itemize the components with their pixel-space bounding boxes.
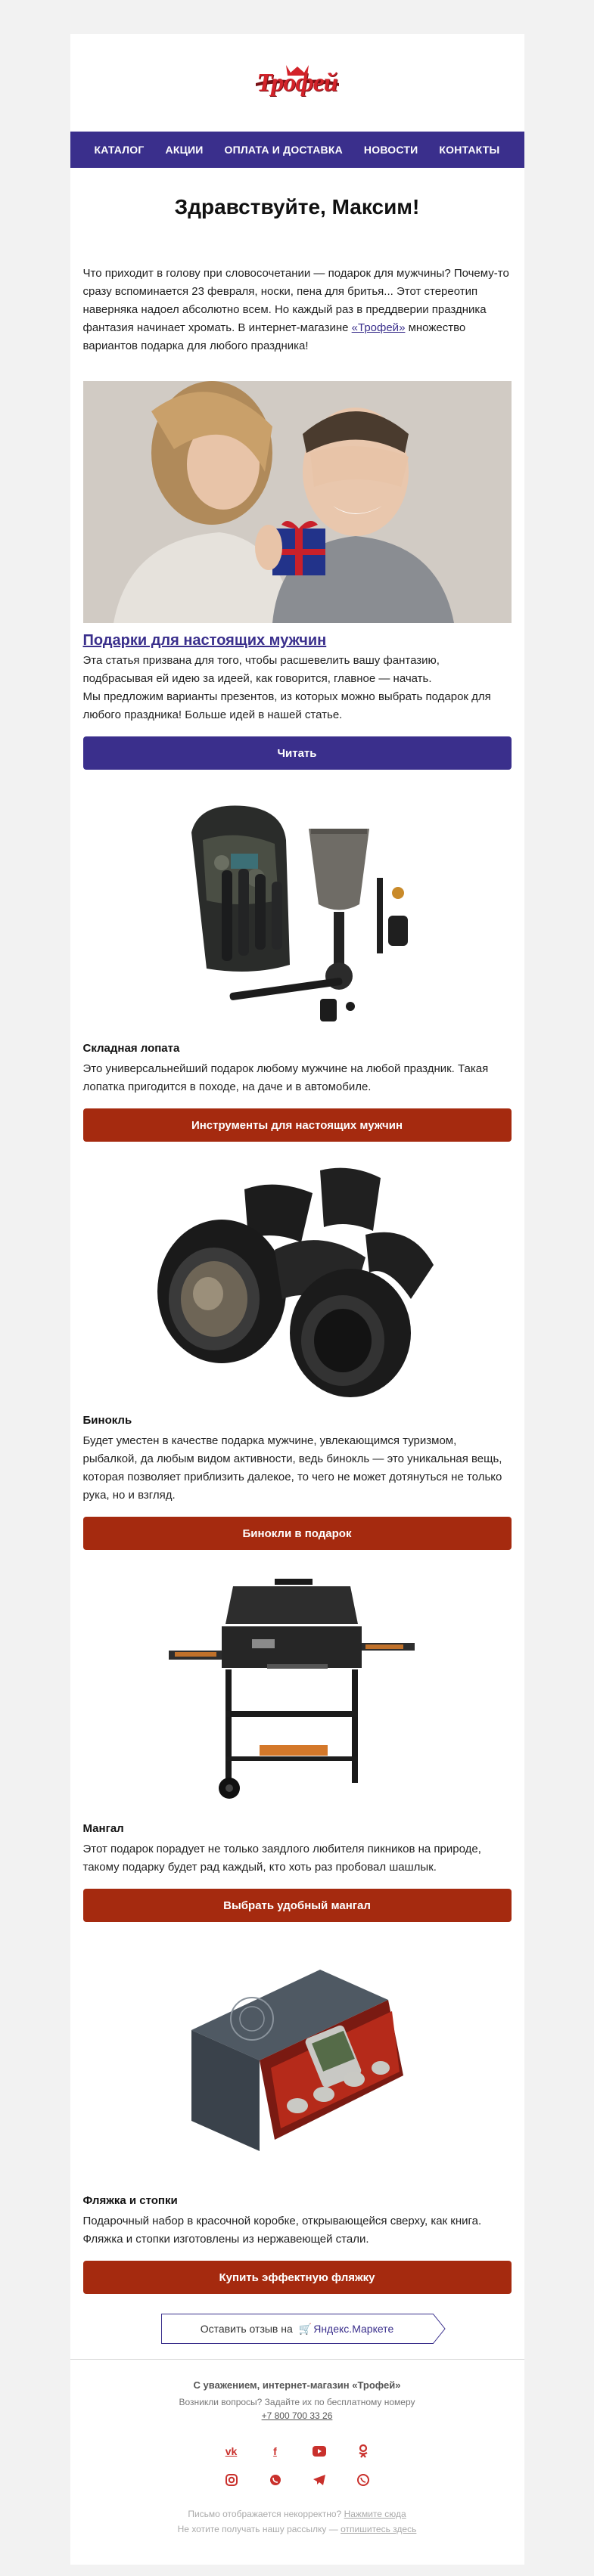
article-text xyxy=(70,652,524,724)
vk-icon[interactable]: vk xyxy=(225,2445,238,2457)
email-container xyxy=(70,34,524,2565)
cart-icon: 🛒 xyxy=(298,2322,313,2335)
unsubscribe-link[interactable]: отпишитесь здесь xyxy=(341,2524,417,2534)
product-image-shovel[interactable] xyxy=(70,779,524,1037)
facebook-icon[interactable]: f xyxy=(273,2445,277,2457)
product-name-grill: Мангал xyxy=(82,1822,124,1835)
footer-display-issue xyxy=(70,2509,524,2519)
yandex-review-link[interactable] xyxy=(161,2314,434,2344)
review-service: Яндекс.Маркете xyxy=(313,2323,394,2335)
product-image-grill[interactable] xyxy=(70,1559,524,1818)
odnoklassniki-icon[interactable] xyxy=(354,2442,372,2460)
shovel-kit-image xyxy=(161,787,434,1029)
product-name-shovel: Складная лопата xyxy=(82,1042,180,1055)
nav-item-news[interactable]: НОВОСТИ xyxy=(363,144,418,156)
nav-item-catalog[interactable]: КАТАЛОГ xyxy=(94,144,145,156)
footer-phone-link[interactable]: +7 800 700 33 26 xyxy=(261,2410,333,2421)
instagram-icon[interactable] xyxy=(222,2471,241,2489)
intro-text: Что приходит в голову при словосочетании — подарок для мужчины? Почему-то сразу вспоминается 23 февраля, носки, пена для бритья... Этот стереотип наверняка надоел абсолютно всем. Но каждый раз в преддверии праздника фантазия начинает хромать. В интернет-магазине xyxy=(82,267,509,334)
unsubscribe-text: Не хотите получать нашу рассылку — xyxy=(177,2524,338,2534)
nav-item-contacts[interactable]: КОНТАКТЫ xyxy=(439,144,500,156)
binoculars-button[interactable]: Бинокли в подарок xyxy=(83,1517,512,1550)
intro-text-end: множество вариантов подарка для любого праздника! xyxy=(82,321,466,352)
footer-question: Возникли вопросы? Задайте их по бесплатному номеру xyxy=(179,2397,415,2407)
intro-paragraph xyxy=(70,265,524,355)
whatsapp-icon[interactable] xyxy=(266,2471,285,2489)
couple-gift-illustration xyxy=(83,381,512,623)
grill-button[interactable]: Выбрать удобный мангал xyxy=(83,1889,512,1922)
product-text-grill: Этот подарок порадует не только заядлого любителя пикников на природе, такому подарку будет рад каждый, кто хоть раз пробовал шашлык. xyxy=(82,1843,481,1874)
telegram-icon[interactable] xyxy=(310,2471,328,2489)
binoculars-image xyxy=(123,1159,471,1401)
flask-button[interactable]: Купить эффектную фляжку xyxy=(83,2261,512,2294)
product-text-shovel: Это универсальнейший подарок любому мужчине на любой праздник. Такая лопатка пригодится в походе, на даче и в автомобиле. xyxy=(82,1062,489,1093)
product-text-binoculars: Будет уместен в качестве подарка мужчине, увлекающимся туризмом, рыбалкой, да любым видом активности, ведь бинокль — это уникальная вещь, которая позволяет приблизить далекое, то чего не может дотянуться не только рука, но и взгляд. xyxy=(82,1434,502,1502)
footer-signature: С уважением, интернет-магазин «Трофей» xyxy=(193,2379,401,2391)
viber-icon[interactable] xyxy=(354,2471,372,2489)
display-issue-text: Письмо отображается некорректно? xyxy=(188,2509,342,2519)
article-text-line2: Мы предложим варианты презентов, из которых можно выбрать подарок для любого праздника! Больше идей в нашей статье. xyxy=(82,690,491,721)
logo-text: Трофей xyxy=(257,68,337,97)
grill-image xyxy=(161,1567,434,1809)
youtube-icon[interactable] xyxy=(310,2442,328,2460)
product-name-binoculars: Бинокль xyxy=(82,1414,132,1427)
main-nav xyxy=(70,132,524,168)
nav-item-delivery[interactable]: ОПЛАТА И ДОСТАВКА xyxy=(224,144,343,156)
brand-logo[interactable] xyxy=(241,60,354,106)
product-text-flask: Подарочный набор в красочной коробке, открывающейся сверху, как книга. Фляжка и стопки изготовлены из нержавеющей стали. xyxy=(82,2215,482,2246)
article-text-line1: Эта статья призвана для того, чтобы расшевелить вашу фантазию, подбрасывая ей идею за идеей, как говорится, главное — начать. xyxy=(82,654,440,685)
hero-image[interactable] xyxy=(83,381,512,623)
product-image-binoculars[interactable] xyxy=(70,1151,524,1409)
header xyxy=(70,34,524,132)
flask-set-image xyxy=(161,1939,434,2181)
read-article-button[interactable]: Читать xyxy=(83,736,512,770)
footer-unsubscribe xyxy=(70,2524,524,2534)
footer xyxy=(70,2359,524,2565)
product-image-flask[interactable] xyxy=(70,1931,524,2190)
tools-button[interactable]: Инструменты для настоящих мужчин xyxy=(83,1108,512,1142)
intro-shop-link[interactable]: «Трофей» xyxy=(351,321,406,334)
greeting-heading: Здравствуйте, Максим! xyxy=(174,195,420,219)
product-name-flask: Фляжка и стопки xyxy=(82,2194,178,2207)
view-online-link[interactable]: Нажмите сюда xyxy=(344,2509,406,2519)
article-title-link[interactable]: Подарки для настоящих мужчин xyxy=(82,632,327,649)
review-arrow-icon xyxy=(433,2314,446,2344)
social-links xyxy=(70,2442,524,2489)
nav-item-sales[interactable]: АКЦИИ xyxy=(165,144,204,156)
review-text: Оставить отзыв на xyxy=(200,2323,293,2335)
